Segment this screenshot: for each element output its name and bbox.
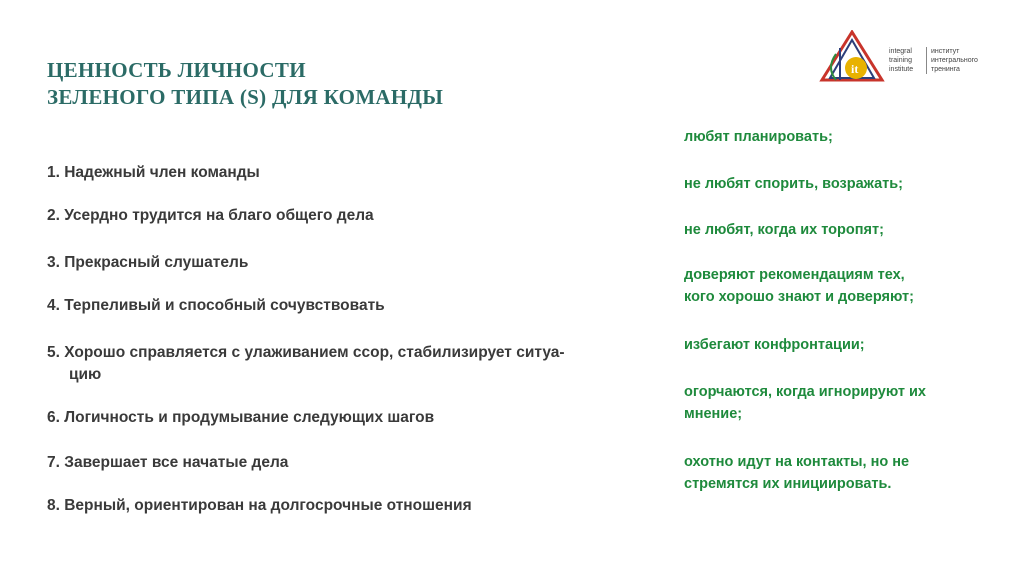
logo-text-en: integral training institute	[889, 48, 914, 73]
list-item: 7. Завершает все начатые дела	[47, 454, 289, 471]
title-line-2: ЗЕЛЕНОГО ТИПА (S) ДЛЯ КОМАНДЫ	[47, 85, 444, 109]
page-title	[47, 57, 443, 111]
trait-item: кого хорошо знают и доверяют;	[684, 289, 914, 305]
list-item: 6. Логичность и продумывание следующих шагов	[47, 409, 435, 426]
list-item: 3. Прекрасный слушатель	[47, 254, 249, 271]
trait-item: стремятся их инициировать.	[684, 476, 892, 492]
trait-item: огорчаются, когда игнорируют их	[684, 384, 926, 400]
list-item	[47, 342, 657, 386]
trait-item: охотно идут на контакты, но не	[684, 454, 910, 470]
list-item-continuation: цию	[69, 366, 102, 383]
list-item-text: 5. Хорошо справляется с улаживанием ссор, стабилизирует ситуа-	[47, 344, 565, 361]
trait-item: не любят спорить, возражать;	[684, 176, 904, 192]
trait-item: доверяют рекомендациям тех,	[684, 267, 905, 283]
list-item: 1. Надежный член команды	[47, 164, 260, 181]
list-item: 2. Усердно трудится на благо общего дела	[47, 207, 374, 224]
list-item: 8. Верный, ориентирован на долгосрочные отношения	[47, 497, 472, 514]
logo-text-ru: институт интегрального тренинга	[926, 47, 978, 74]
title-line-1: ЦЕННОСТЬ ЛИЧНОСТИ	[47, 58, 306, 82]
trait-item: любят планировать;	[684, 129, 833, 145]
trait-item: не любят, когда их торопят;	[684, 222, 884, 238]
trait-item: мнение;	[684, 406, 743, 422]
trait-item: избегают конфронтации;	[684, 337, 865, 353]
list-item: 4. Терпеливый и способный сочувствовать	[47, 297, 385, 314]
svg-text:it: it	[851, 62, 859, 76]
